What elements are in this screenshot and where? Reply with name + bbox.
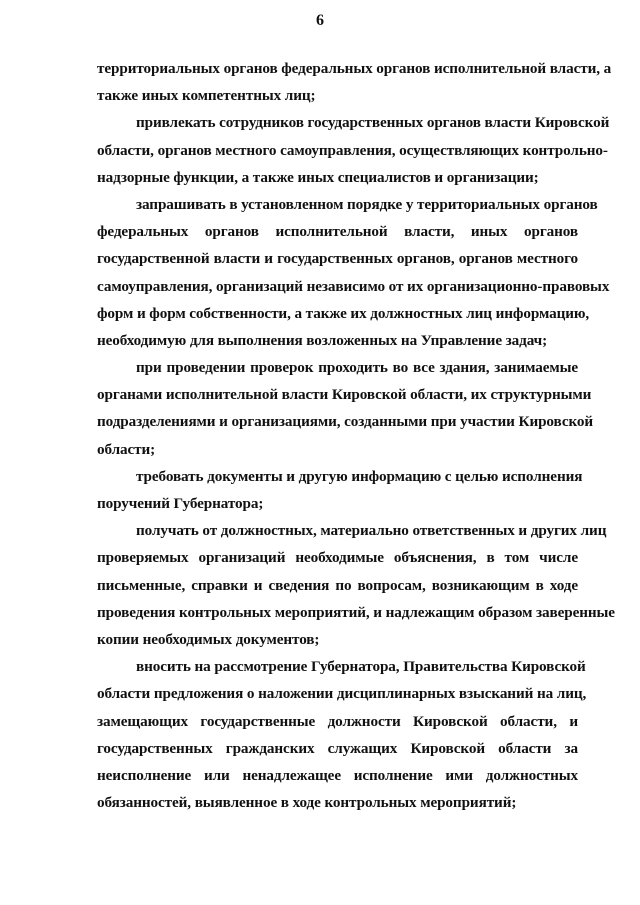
text-line: форм и форм собственности, а также их должностных лиц информацию, — [97, 304, 590, 322]
text-line: неисполнение или ненадлежащее исполнение ими должностных — [97, 766, 578, 784]
text-line: федеральных органов исполнительной власти, иных органов — [97, 223, 578, 241]
paragraph — [97, 463, 583, 517]
paragraph — [97, 354, 594, 463]
text-line: требовать документы и другую информацию с целью исполнения — [136, 467, 583, 485]
document-body — [97, 55, 615, 816]
text-line: проведения контрольных мероприятий, и надлежащим образом заверенные — [97, 603, 615, 621]
text-line: необходимую для выполнения возложенных на Управление задач; — [97, 331, 548, 349]
text-line: органами исполнительной власти Кировской области, их структурными — [97, 386, 592, 404]
text-line: привлекать сотрудников государственных органов власти Кировской — [136, 114, 610, 132]
paragraph — [97, 191, 610, 354]
page-number: 6 — [316, 12, 324, 29]
text-line: обязанностей, выявленное в ходе контрольных мероприятий; — [97, 794, 517, 812]
text-line: области предложения о наложении дисциплинарных взысканий на лиц, — [97, 685, 587, 703]
text-line: письменные, справки и сведения по вопросам, возникающим в ходе — [97, 576, 578, 594]
text-line: запрашивать в установленном порядке у территориальных органов — [136, 195, 598, 213]
text-line: замещающих государственные должности Кировской области, и — [97, 712, 578, 730]
text-line: надзорные функции, а также иных специалистов и организации; — [97, 168, 539, 186]
text-line: вносить на рассмотрение Губернатора, Правительства Кировской — [136, 658, 586, 676]
text-line: проверяемых организаций необходимые объяснения, в том числе — [97, 549, 578, 567]
text-line: подразделениями и организациями, созданными при участии Кировской — [97, 413, 594, 431]
text-line: территориальных органов федеральных органов исполнительной власти, а — [97, 60, 612, 77]
paragraph — [97, 109, 610, 191]
text-line: области; — [97, 440, 156, 458]
paragraph — [97, 517, 615, 653]
text-line: области, органов местного самоуправления, осуществляющих контрольно- — [97, 141, 608, 159]
text-line: при проведении проверок проходить во все здания, занимаемые — [136, 359, 578, 377]
text-line: получать от должностных, материально ответственных и других лиц — [136, 522, 607, 540]
text-line: государственной власти и государственных органов, органов местного — [97, 250, 578, 268]
text-line: самоуправления, организаций независимо от их организационно-правовых — [97, 277, 610, 295]
text-line: также иных компетентных лиц; — [97, 87, 316, 105]
text-line: государственных гражданских служащих Кировской области за — [97, 739, 578, 757]
text-line: копии необходимых документов; — [97, 630, 320, 648]
paragraph — [97, 55, 612, 109]
paragraph — [97, 653, 587, 816]
text-line: поручений Губернатора; — [97, 495, 264, 512]
